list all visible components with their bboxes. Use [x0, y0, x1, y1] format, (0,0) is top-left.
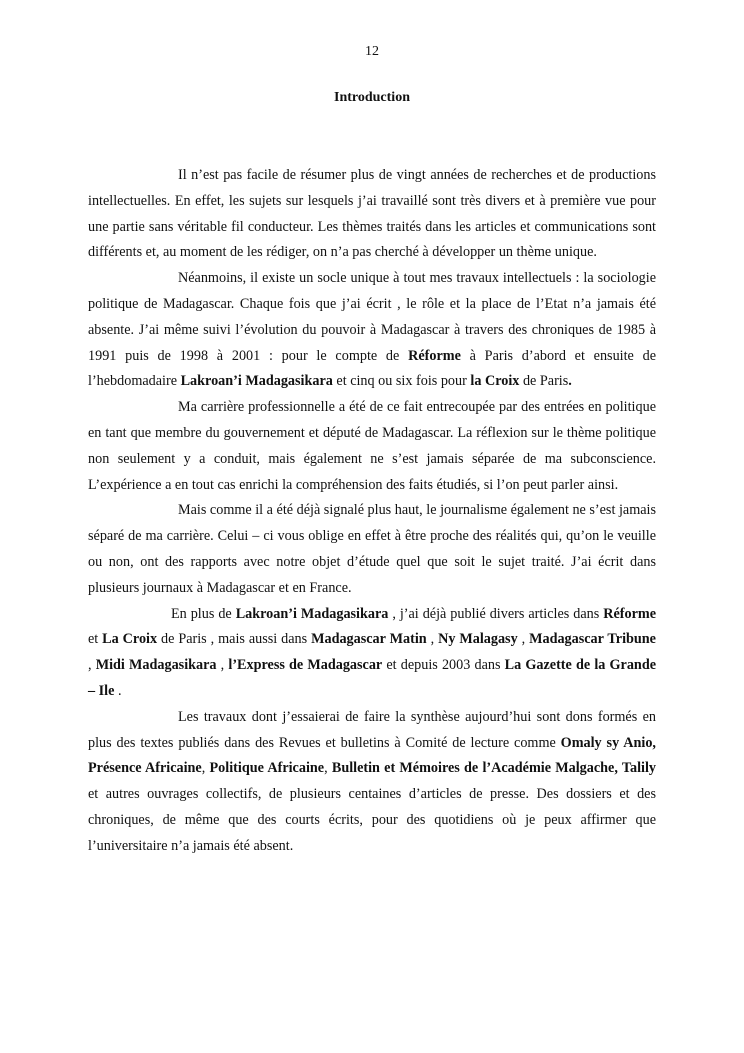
text-segment: ,	[88, 657, 96, 674]
bold-text-segment: Madagascar Matin	[311, 631, 427, 648]
bold-text-segment: Omaly sy Anio, Présence Africaine	[88, 734, 656, 777]
bold-text-segment: Bulletin et Mémoires de l’Académie Malgache, Talily	[331, 760, 657, 777]
text-segment: et	[88, 631, 103, 648]
bold-text-segment: Lakroan’i Madagasikara	[180, 373, 333, 390]
text-segment: Néanmoins, il existe un socle unique à tout mes travaux intellectuels : la sociologie politique de Madagascar. Chaque fois que j’ai écrit , le rôle et la place de l’Etat n’a jamais été absente. J’ai même suivi l’évolution du pouvoir à Madagascar à travers des chroniques de 1985 à 1991 puis de 1998 à 2001 : pour le compte de	[88, 270, 656, 364]
paragraph	[88, 705, 656, 860]
text-segment: Les travaux dont j’essaierai de faire la synthèse aujourd’hui sont dons formés en plus des textes publiés dans des Revues et bulletins à Comité de lecture comme	[88, 708, 656, 751]
page-number: 12	[365, 44, 379, 59]
paragraph	[88, 266, 656, 395]
page-title: Introduction	[334, 90, 410, 105]
paragraph	[88, 602, 656, 705]
bold-text-segment: Réforme	[408, 347, 461, 364]
text-segment: .	[114, 682, 122, 699]
paragraph	[88, 395, 656, 498]
text-segment: Mais comme il a été déjà signalé plus haut, le journalisme également ne s’est jamais séparé de ma carrière. Celui – ci vous oblige en effet à être proche des réalités qui, qu’on le veuille ou non, ont des rapports avec notre objet d’étude quel que soit le sujet traité. J’ai écrit dans plusieurs journaux à Madagascar et en France.	[88, 502, 656, 596]
bold-text-segment: Lakroan’i Madagasikara	[235, 605, 389, 622]
text-segment: ,	[201, 760, 210, 777]
text-segment: ,	[216, 657, 229, 674]
text-segment: et cinq ou six fois pour	[332, 373, 471, 390]
body-text	[88, 163, 656, 860]
bold-text-segment: l’Express de Madagascar	[228, 657, 383, 674]
bold-text-segment: La Croix	[102, 631, 158, 648]
text-segment: ,	[324, 760, 332, 777]
bold-text-segment: Midi Madagasikara	[95, 657, 217, 674]
bold-text-segment: Politique Africaine	[209, 760, 325, 777]
text-segment: à Paris d’abord et ensuite de l’hebdomadaire	[88, 347, 657, 390]
bold-text-segment: Ny Malagasy	[438, 631, 518, 648]
paragraph	[88, 163, 656, 266]
text-segment: de Paris	[519, 373, 569, 390]
bold-text-segment: Madagascar Tribune	[529, 631, 656, 648]
bold-text-segment: la Croix	[470, 373, 520, 390]
text-segment: ,	[426, 631, 439, 648]
bold-text-segment: Réforme	[603, 605, 656, 622]
text-segment: , j’ai déjà publié divers articles dans	[388, 605, 604, 622]
text-segment: et autres ouvrages collectifs, de plusieurs centaines d’articles de presse. Des dossiers et des chroniques, de même que des courts écrits, pour des quotidiens où je peux affirmer que l’universitaire n’a jamais été absent.	[88, 786, 656, 854]
text-segment: ,	[517, 631, 530, 648]
text-segment: de Paris , mais aussi dans	[157, 631, 312, 648]
text-segment: En plus de	[171, 605, 236, 622]
paragraph	[88, 498, 656, 601]
text-segment: Ma carrière professionnelle a été de ce fait entrecoupée par des entrées en politique en tant que membre du gouvernement et député de Madagascar. La réflexion sur le thème politique non seulement y a conduit, mais également ne s’est jamais séparée de ma subconscience. L’expérience a en tout cas enrichi la compréhension des faits étudiés, si l’on peut parler ainsi.	[88, 399, 656, 493]
text-segment: Il n’est pas facile de résumer plus de vingt années de recherches et de productions intellectuelles. En effet, les sujets sur lesquels j’ai travaillé sont très divers et à première vue pour une partie sans véritable fil conducteur. Les thèmes traités dans les articles et communications sont différents et, au moment de les rédiger, on n’a pas cherché à développer un thème unique.	[88, 167, 656, 261]
bold-text-segment: .	[568, 373, 572, 390]
text-segment: et depuis 2003 dans	[382, 657, 505, 674]
bold-text-segment: La Gazette de la Grande – Ile	[88, 657, 657, 699]
